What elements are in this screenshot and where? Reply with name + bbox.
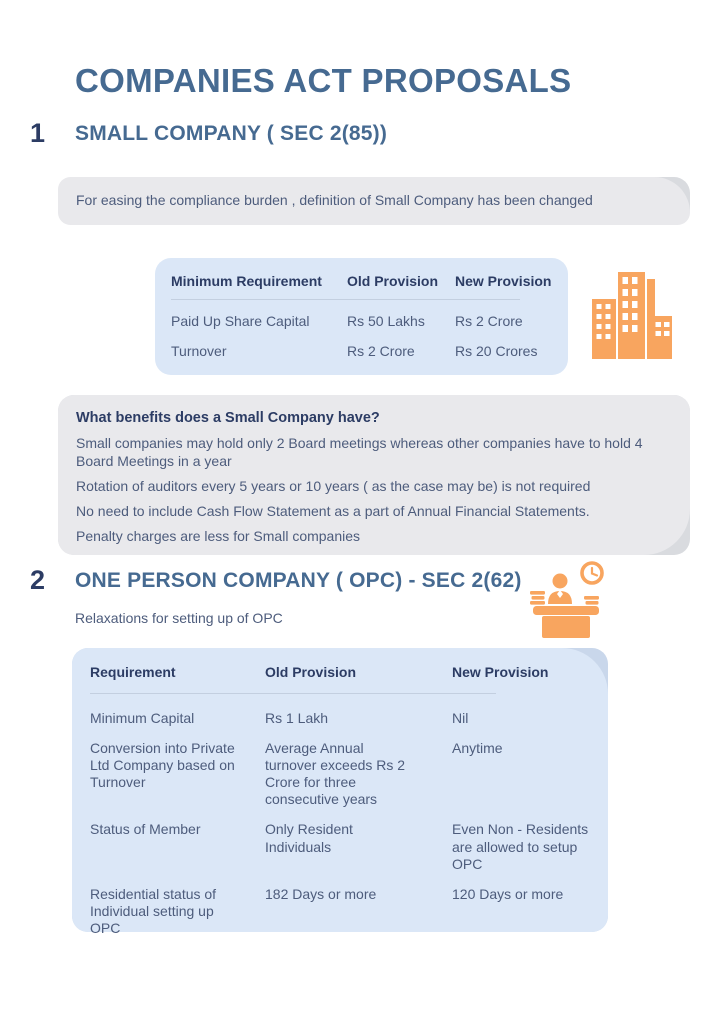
benefit-item: Penalty charges are less for Small companies xyxy=(76,527,361,544)
benefits-card xyxy=(58,395,690,555)
table-row xyxy=(90,740,596,808)
table-cell: Conversion into Private Ltd Company based on Turnover xyxy=(90,740,235,791)
table-divider xyxy=(90,693,496,694)
opc-table-card xyxy=(72,648,608,936)
table-row xyxy=(90,710,596,727)
table-header-cell: Requirement xyxy=(90,664,176,680)
table-header-cell: New Provision xyxy=(455,273,552,289)
table-cell: 120 Days or more xyxy=(452,885,564,902)
table-cell: Residential status of Individual setting up OPC xyxy=(90,885,217,936)
table-cell: Even Non - Residents are allowed to setup OPC xyxy=(452,821,589,872)
page-title: COMPANIES ACT PROPOSALS xyxy=(75,62,572,99)
section2-subheading: Relaxations for setting up of OPC xyxy=(75,610,283,626)
clock-icon xyxy=(582,563,602,583)
table-cell: Anytime xyxy=(452,740,503,757)
table-header-cell: Old Provision xyxy=(347,273,439,289)
benefit-item: No need to include Cash Flow Statement as a part of Annual Financial Statements. xyxy=(76,502,590,519)
table-header-cell: New Provision xyxy=(452,664,549,680)
table-row xyxy=(171,343,556,360)
table-cell: Nil xyxy=(452,710,469,727)
small-company-table xyxy=(155,258,568,375)
table-cell: Rs 1 Lakh xyxy=(265,710,329,727)
intro-card xyxy=(58,177,690,225)
table-cell: Rs 20 Crores xyxy=(455,343,538,360)
table-cell: Rs 2 Crore xyxy=(455,313,523,330)
table-header-row xyxy=(171,273,556,290)
table-header-row xyxy=(90,664,596,681)
table-cell: 182 Days or more xyxy=(265,885,377,902)
table-cell: Paid Up Share Capital xyxy=(171,313,310,330)
table-row xyxy=(90,886,596,937)
buildings-icon xyxy=(590,266,674,369)
section2-number: 2 xyxy=(30,565,46,595)
section1-number: 1 xyxy=(30,118,46,148)
section2-heading: ONE PERSON COMPANY ( OPC) - SEC 2(62) xyxy=(75,569,522,592)
benefit-item: Rotation of auditors every 5 years or 10 years ( as the case may be) is not required xyxy=(76,477,591,494)
table-cell: Status of Member xyxy=(90,821,201,838)
table-divider xyxy=(171,299,520,300)
table-row xyxy=(90,821,596,872)
benefit-item: Small companies may hold only 2 Board meetings whereas other companies have to hold 4 Board Meetings in a year xyxy=(76,435,643,469)
table-cell: Rs 50 Lakhs xyxy=(347,313,425,330)
table-header-cell: Old Provision xyxy=(265,664,357,680)
table-header-cell: Minimum Requirement xyxy=(171,273,322,289)
table-cell: Average Annual turnover exceeds Rs 2 Crore for three consecutive years xyxy=(265,740,406,808)
benefits-heading: What benefits does a Small Company have? xyxy=(76,410,380,426)
table-cell: Minimum Capital xyxy=(90,710,195,727)
person-at-desk-icon xyxy=(527,560,607,645)
table-row xyxy=(171,313,556,330)
table-cell: Only Resident Individuals xyxy=(265,821,353,855)
table-cell: Turnover xyxy=(171,343,227,360)
intro-text: For easing the compliance burden , definition of Small Company has been changed xyxy=(76,192,593,209)
table-cell: Rs 2 Crore xyxy=(347,343,415,360)
section1-heading: SMALL COMPANY ( SEC 2(85)) xyxy=(75,122,388,145)
